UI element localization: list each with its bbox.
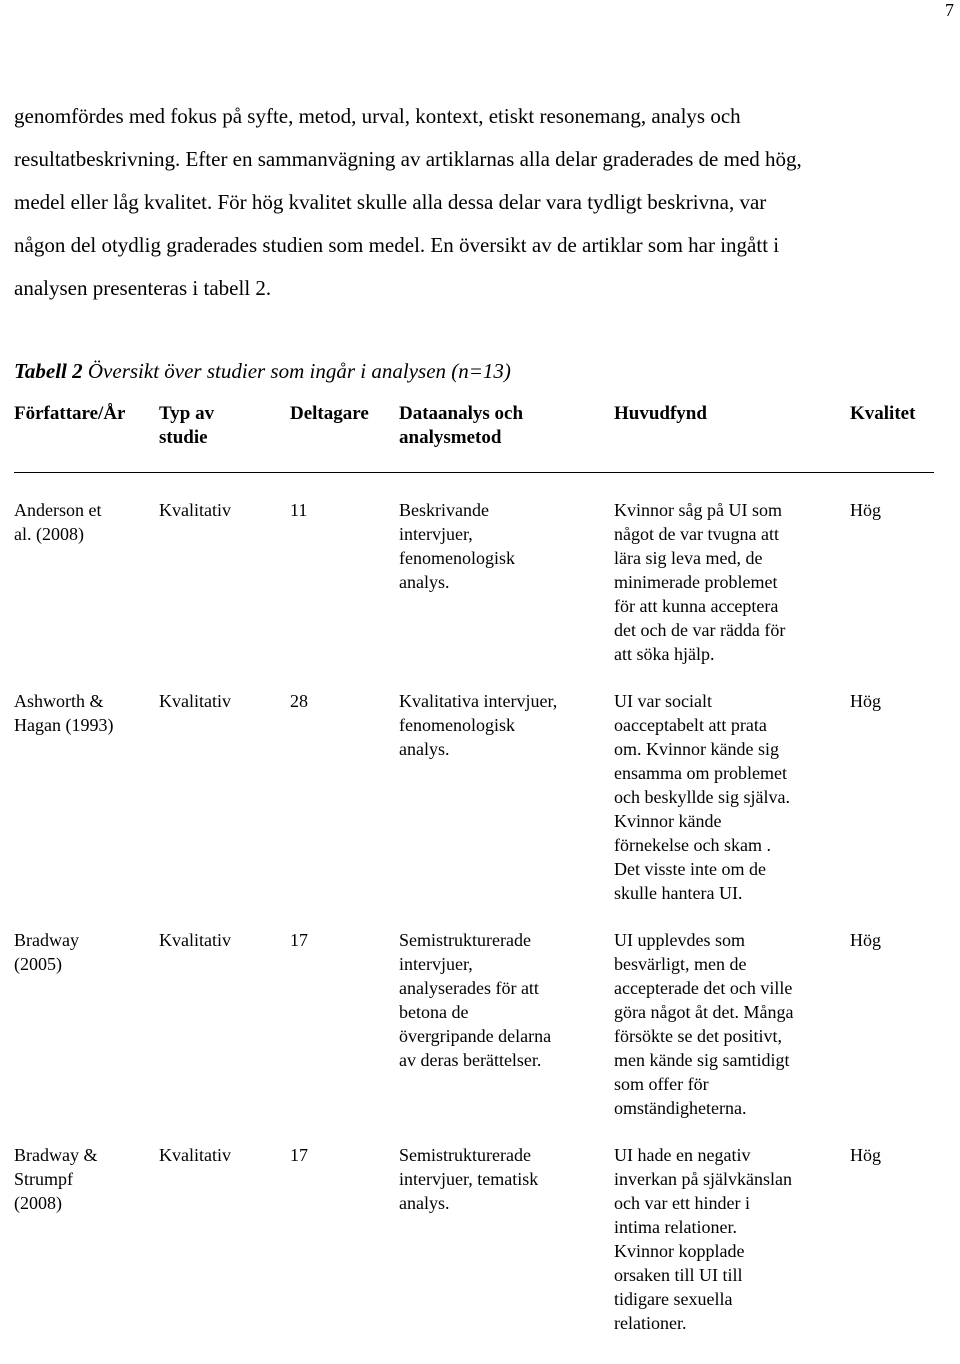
cell-line: intervjuer, tematisk <box>399 1169 539 1189</box>
cell-line: UI hade en negativ <box>614 1145 751 1165</box>
cell-line: förnekelse och skam . <box>614 835 771 855</box>
cell-line: ensamma om problemet <box>614 763 787 783</box>
header-author-line: Författare/År <box>14 403 126 424</box>
cell-line: Kvinnor kände <box>614 811 722 831</box>
cell-line: av deras berättelser. <box>399 1050 542 1070</box>
cell-quality <box>850 1143 881 1167</box>
cell-line: att söka hjälp. <box>614 644 715 664</box>
paragraph-line: genomfördes med fokus på syfte, metod, urval, kontext, etiskt resonemang, analys och <box>14 104 741 128</box>
cell-quality <box>850 928 881 952</box>
cell-line: intervjuer, <box>399 524 473 544</box>
table-caption-text: Översikt över studier som ingår i analysen (n=13) <box>82 359 511 383</box>
cell-line: för att kunna acceptera <box>614 596 779 616</box>
cell-line: omständigheterna. <box>614 1098 747 1118</box>
cell-author <box>14 928 79 976</box>
cell-line: något de var tvugna att <box>614 524 779 544</box>
cell-participants <box>290 928 308 952</box>
header-method-line: Dataanalys och <box>399 403 524 424</box>
cell-findings <box>614 498 785 666</box>
cell-line: och var ett hinder i <box>614 1193 750 1213</box>
cell-quality <box>850 689 881 713</box>
cell-line: göra något åt det. Många <box>614 1002 794 1022</box>
cell-quality <box>850 498 881 522</box>
paragraph-line: medel eller låg kvalitet. För hög kvalitet skulle alla dessa delar vara tydligt beskrivna, var <box>14 190 767 214</box>
cell-line: 28 <box>290 691 308 711</box>
cell-line: intervjuer, <box>399 954 473 974</box>
table-caption-label: Tabell 2 <box>14 359 83 383</box>
cell-method <box>399 1143 538 1215</box>
cell-line: Hagan (1993) <box>14 715 114 735</box>
cell-line: inverkan på självkänslan <box>614 1169 792 1189</box>
header-participants-line: Deltagare <box>290 403 369 424</box>
cell-line: 11 <box>290 500 308 520</box>
cell-line: besvärligt, men de <box>614 954 747 974</box>
cell-line: Kvalitativa intervjuer, <box>399 691 558 711</box>
page-number: 7 <box>945 0 954 20</box>
header-author <box>14 402 125 426</box>
cell-method <box>399 928 551 1072</box>
cell-line: 17 <box>290 1145 308 1165</box>
header-findings <box>614 402 707 426</box>
header-quality <box>850 402 915 426</box>
paragraph-line: någon del otydlig graderades studien som medel. En översikt av de artiklar som har ingått i <box>14 233 780 257</box>
header-method-line: analysmetod <box>399 427 502 448</box>
cell-line: Kvalitativ <box>159 691 231 711</box>
cell-line: Semistrukturerade <box>399 930 531 950</box>
cell-method <box>399 498 515 594</box>
cell-line: Hög <box>850 1145 881 1165</box>
cell-line: och beskyllde sig själva. <box>614 787 790 807</box>
cell-author <box>14 498 101 546</box>
header-quality-line: Kvalitet <box>850 403 916 424</box>
cell-line: Strumpf <box>14 1169 74 1189</box>
cell-type <box>159 1143 231 1167</box>
cell-line: Hög <box>850 691 881 711</box>
header-type-line: studie <box>159 427 208 448</box>
cell-line: UI var socialt <box>614 691 712 711</box>
cell-author <box>14 1143 97 1215</box>
cell-line: Semistrukturerade <box>399 1145 531 1165</box>
cell-line: Hög <box>850 930 881 950</box>
header-type <box>159 402 214 450</box>
paragraph-line: analysen presenteras i tabell 2. <box>14 276 272 300</box>
cell-participants <box>290 689 308 713</box>
header-findings-line: Huvudfynd <box>614 403 707 424</box>
cell-line: fenomenologisk <box>399 548 515 568</box>
cell-line: fenomenologisk <box>399 715 515 735</box>
cell-findings <box>614 689 790 905</box>
cell-line: analys. <box>399 572 450 592</box>
cell-participants <box>290 498 307 522</box>
cell-findings <box>614 928 793 1120</box>
cell-line: lära sig leva med, de <box>614 548 763 568</box>
cell-line: (2008) <box>14 1193 62 1213</box>
cell-findings <box>614 1143 792 1335</box>
cell-line: al. (2008) <box>14 524 84 544</box>
cell-participants <box>290 1143 308 1167</box>
cell-line: Anderson et <box>14 500 102 520</box>
cell-method <box>399 689 557 761</box>
cell-line: analys. <box>399 1193 450 1213</box>
cell-line: övergripande delarna <box>399 1026 552 1046</box>
cell-line: men kände sig samtidigt <box>614 1050 790 1070</box>
paragraph-line: resultatbeskrivning. Efter en sammanvägning av artiklarnas alla delar graderades de med hög, <box>14 147 802 171</box>
cell-line: Kvalitativ <box>159 500 231 520</box>
cell-type <box>159 689 231 713</box>
cell-line: tidigare sexuella <box>614 1289 733 1309</box>
cell-line: Hög <box>850 500 881 520</box>
cell-line: 17 <box>290 930 308 950</box>
cell-line: Det visste inte om de <box>614 859 766 879</box>
cell-line: Beskrivande <box>399 500 489 520</box>
table-caption <box>14 357 511 385</box>
cell-line: UI upplevdes som <box>614 930 745 950</box>
cell-line: analys. <box>399 739 450 759</box>
header-type-line: Typ av <box>159 403 215 424</box>
cell-line: Kvinnor kopplade <box>614 1241 745 1261</box>
cell-line: Ashworth & <box>14 691 104 711</box>
cell-type <box>159 928 231 952</box>
cell-line: oacceptabelt att prata <box>614 715 767 735</box>
cell-line: minimerade problemet <box>614 572 778 592</box>
cell-line: accepterade det och ville <box>614 978 793 998</box>
cell-type <box>159 498 231 522</box>
cell-line: relationer. <box>614 1313 687 1333</box>
cell-line: Bradway & <box>14 1145 98 1165</box>
header-method <box>399 402 523 450</box>
cell-line: Bradway <box>14 930 79 950</box>
cell-line: betona de <box>399 1002 469 1022</box>
body-paragraph <box>14 95 944 310</box>
cell-line: orsaken till UI till <box>614 1265 743 1285</box>
cell-line: Kvinnor såg på UI som <box>614 500 782 520</box>
cell-line: intima relationer. <box>614 1217 737 1237</box>
cell-line: försökte se det positivt, <box>614 1026 782 1046</box>
header-rule <box>14 472 934 473</box>
cell-line: om. Kvinnor kände sig <box>614 739 779 759</box>
cell-line: det och de var rädda för <box>614 620 786 640</box>
header-participants <box>290 402 369 426</box>
cell-line: som offer för <box>614 1074 709 1094</box>
cell-line: (2005) <box>14 954 62 974</box>
cell-line: Kvalitativ <box>159 1145 231 1165</box>
cell-line: Kvalitativ <box>159 930 231 950</box>
cell-line: analyserades för att <box>399 978 539 998</box>
cell-line: skulle hantera UI. <box>614 883 743 903</box>
cell-author <box>14 689 113 737</box>
